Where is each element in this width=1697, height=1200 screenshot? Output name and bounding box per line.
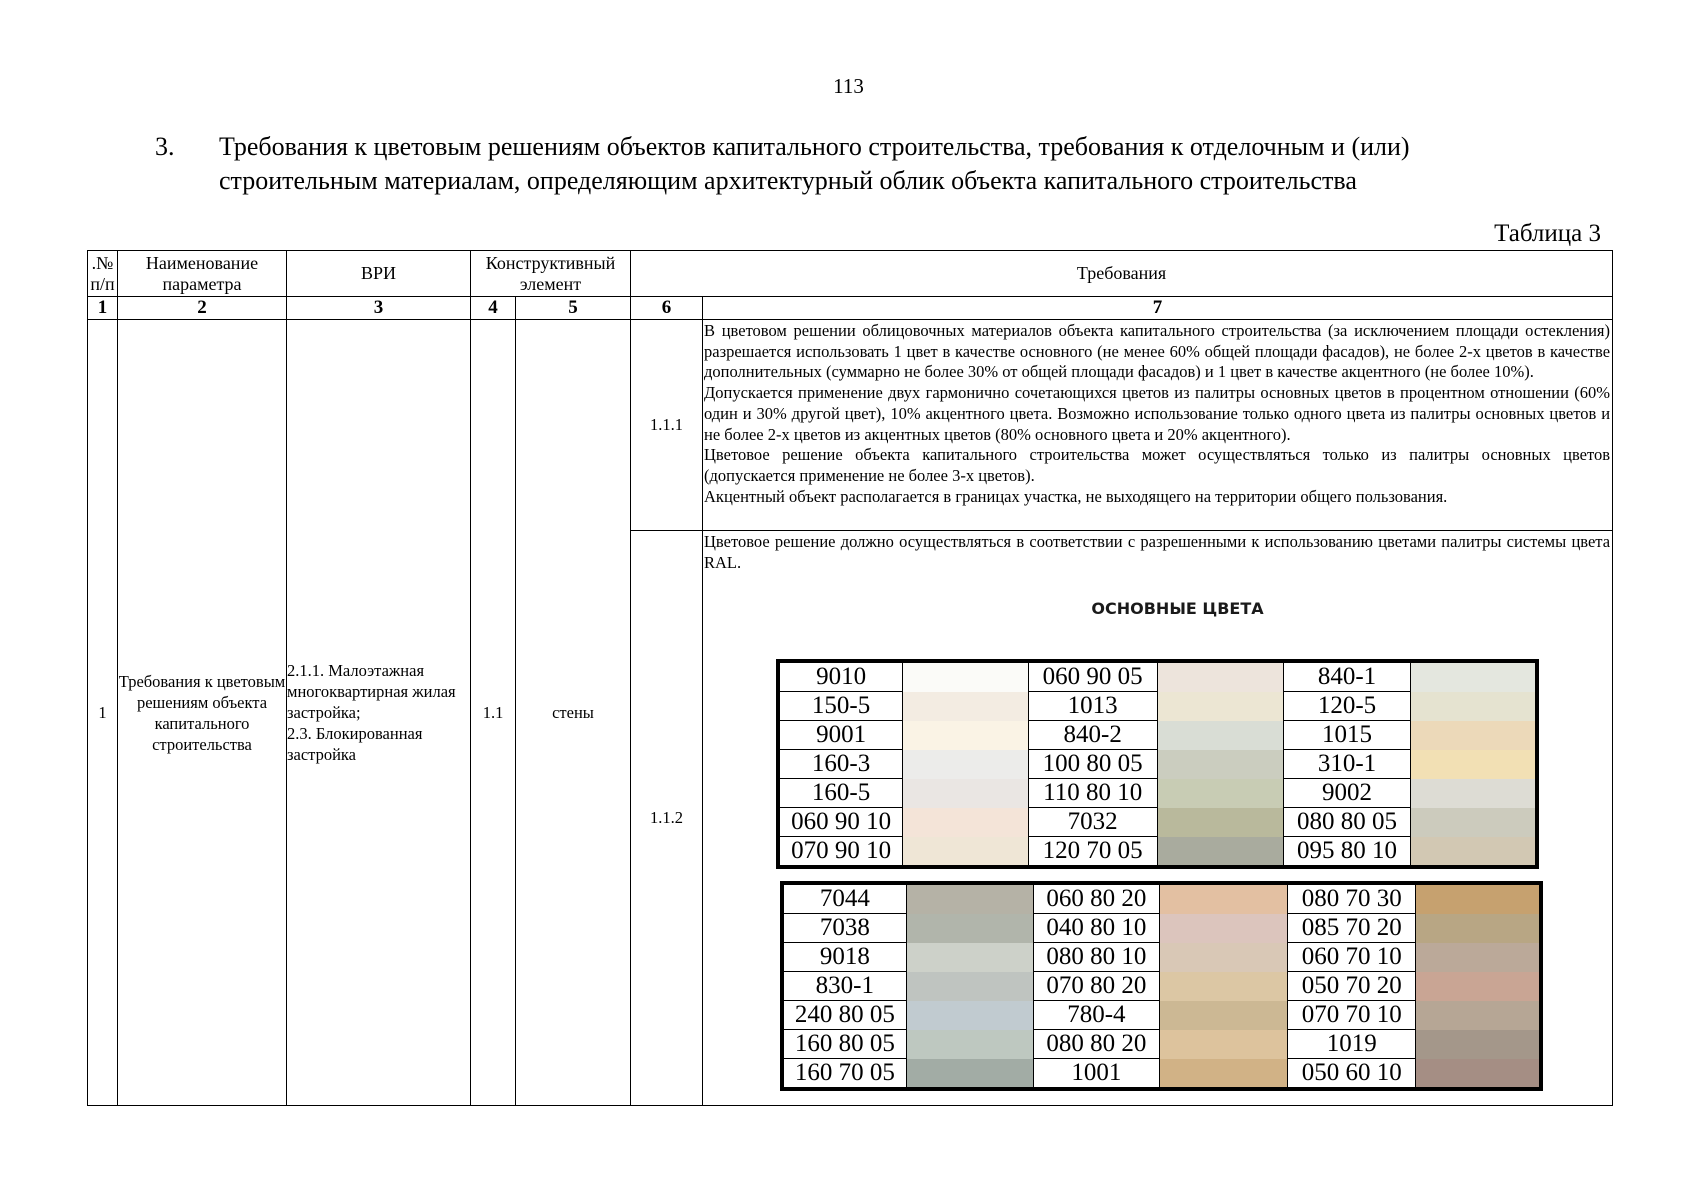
color-swatch xyxy=(1159,1059,1287,1090)
color-swatch xyxy=(1416,1030,1541,1059)
color-code: 840-2 xyxy=(1028,721,1157,750)
color-code: 150-5 xyxy=(778,692,903,721)
palette-row xyxy=(782,1001,1541,1030)
color-code: 7044 xyxy=(782,883,906,914)
color-palette-1 xyxy=(776,659,1539,869)
color-code: 160-5 xyxy=(778,779,903,808)
color-code: 160 80 05 xyxy=(782,1030,906,1059)
color-swatch xyxy=(906,1030,1033,1059)
row-number: 1 xyxy=(88,320,118,1106)
color-swatch xyxy=(1410,661,1537,692)
col-num-7: 7 xyxy=(703,297,1613,320)
requirement-paragraph: Цветовое решение объекта капитального строительства может осуществляться только из палитры основных цветов (допускается применение не более 3-х цветов). xyxy=(704,445,1611,485)
vri-item: 2.3. Блокированная застройка xyxy=(287,724,423,764)
color-code: 095 80 10 xyxy=(1284,837,1411,868)
color-swatch xyxy=(1157,721,1284,750)
color-swatch xyxy=(1416,883,1541,914)
color-swatch xyxy=(1159,1030,1287,1059)
color-palette-2 xyxy=(780,881,1543,1091)
color-code: 060 70 10 xyxy=(1288,943,1416,972)
color-swatch xyxy=(903,779,1029,808)
element-name: стены xyxy=(516,320,631,1106)
palette-row xyxy=(778,750,1537,779)
sub-code-1: 1.1.1 xyxy=(631,320,703,531)
color-swatch xyxy=(1410,750,1537,779)
palette-intro: Цветовое решение должно осуществляться в соответствии с разрешенными к использованию цветами палитры системы цвета RAL. xyxy=(704,532,1611,572)
section-title-line1: Требования к цветовым решениям объектов капитального строительства, требования к отделочным и (или) xyxy=(219,132,1410,161)
color-code: 050 60 10 xyxy=(1288,1059,1416,1090)
color-swatch xyxy=(903,837,1029,868)
requirement-paragraph: Акцентный объект располагается в границах участка, не выходящего на территории общего пользования. xyxy=(704,486,1448,506)
column-number-row xyxy=(88,297,1613,320)
color-swatch xyxy=(1416,943,1541,972)
col-num-6: 6 xyxy=(631,297,703,320)
color-code: 060 90 10 xyxy=(778,808,903,837)
col-num-1: 1 xyxy=(88,297,118,320)
color-code: 160-3 xyxy=(778,750,903,779)
col-num-2: 2 xyxy=(118,297,287,320)
color-code: 840-1 xyxy=(1284,661,1411,692)
section-title xyxy=(155,130,1575,198)
color-swatch xyxy=(903,721,1029,750)
col-num-3: 3 xyxy=(287,297,471,320)
palette-row xyxy=(778,779,1537,808)
color-swatch xyxy=(1157,779,1284,808)
color-code: 040 80 10 xyxy=(1033,914,1159,943)
color-swatch xyxy=(1157,808,1284,837)
header-requirements: Требования xyxy=(631,251,1613,297)
requirements-table xyxy=(87,250,1613,1106)
palette-title: ОСНОВНЫЕ ЦВЕТА xyxy=(1091,599,1264,619)
color-swatch xyxy=(1159,972,1287,1001)
requirement-text-1 xyxy=(703,320,1613,531)
color-code: 240 80 05 xyxy=(782,1001,906,1030)
param-name: Требования к цветовым решениям объекта капитального строительства xyxy=(118,320,287,1106)
color-code: 080 80 10 xyxy=(1033,943,1159,972)
palette-row xyxy=(778,837,1537,868)
color-swatch xyxy=(1410,692,1537,721)
color-swatch xyxy=(1416,972,1541,1001)
header-row xyxy=(88,251,1613,297)
color-code: 1001 xyxy=(1033,1059,1159,1090)
col-num-4: 4 xyxy=(471,297,516,320)
header-element: Конструктивный элемент xyxy=(471,251,631,297)
col-num-5: 5 xyxy=(516,297,631,320)
color-swatch xyxy=(1159,1001,1287,1030)
color-code: 060 90 05 xyxy=(1028,661,1157,692)
palette-row xyxy=(782,1030,1541,1059)
color-code: 9010 xyxy=(778,661,903,692)
palette-row xyxy=(782,914,1541,943)
requirement-paragraph: В цветовом решении облицовочных материалов объекта капитального строительства (за исключением площади остекления) разрешается использовать 1 цвет в качестве основного (не менее 60% общей площади фасадов), не более 2-х цветов в качестве дополнительных (суммарно не более 30% от общей площади фасадов) и 1 цвет в качестве акцентного (не более 10%). xyxy=(704,321,1611,382)
header-vri: ВРИ xyxy=(287,251,471,297)
color-code: 1015 xyxy=(1284,721,1411,750)
palette-row xyxy=(782,883,1541,914)
page-number: 113 xyxy=(833,74,864,98)
color-code: 780-4 xyxy=(1033,1001,1159,1030)
color-swatch xyxy=(903,692,1029,721)
color-code: 9002 xyxy=(1284,779,1411,808)
header-num: .№ п/п xyxy=(88,251,118,297)
vri-item: 2.1.1. Малоэтажная многоквартирная жилая застройка; xyxy=(287,661,456,722)
color-code: 310-1 xyxy=(1284,750,1411,779)
color-code: 080 80 05 xyxy=(1284,808,1411,837)
color-swatch xyxy=(1410,779,1537,808)
color-swatch xyxy=(903,661,1029,692)
vri-cell xyxy=(287,320,471,1106)
color-code: 1019 xyxy=(1288,1030,1416,1059)
color-swatch xyxy=(906,1001,1033,1030)
color-swatch xyxy=(906,883,1033,914)
color-swatch xyxy=(903,750,1029,779)
table-label: Таблица 3 xyxy=(1494,220,1601,247)
color-code: 830-1 xyxy=(782,972,906,1001)
element-code: 1.1 xyxy=(471,320,516,1106)
color-swatch xyxy=(1416,1059,1541,1090)
palette-row xyxy=(782,943,1541,972)
section-number: 3. xyxy=(155,132,175,161)
palette-cell xyxy=(703,531,1613,1106)
color-swatch xyxy=(1159,914,1287,943)
color-code: 070 70 10 xyxy=(1288,1001,1416,1030)
color-code: 120 70 05 xyxy=(1028,837,1157,868)
color-code: 060 80 20 xyxy=(1033,883,1159,914)
color-swatch xyxy=(1159,943,1287,972)
color-code: 1013 xyxy=(1028,692,1157,721)
color-code: 085 70 20 xyxy=(1288,914,1416,943)
color-code: 080 80 20 xyxy=(1033,1030,1159,1059)
palette-row xyxy=(778,692,1537,721)
color-code: 050 70 20 xyxy=(1288,972,1416,1001)
color-swatch xyxy=(906,914,1033,943)
color-code: 100 80 05 xyxy=(1028,750,1157,779)
color-swatch xyxy=(1410,837,1537,868)
color-code: 120-5 xyxy=(1284,692,1411,721)
color-swatch xyxy=(1157,750,1284,779)
color-code: 7032 xyxy=(1028,808,1157,837)
color-swatch xyxy=(1410,808,1537,837)
color-code: 9001 xyxy=(778,721,903,750)
color-swatch xyxy=(1157,692,1284,721)
palette-row xyxy=(778,661,1537,692)
color-code: 080 70 30 xyxy=(1288,883,1416,914)
palette-row xyxy=(778,721,1537,750)
color-code: 070 80 20 xyxy=(1033,972,1159,1001)
color-swatch xyxy=(903,808,1029,837)
table-row xyxy=(88,320,1613,531)
color-swatch xyxy=(906,1059,1033,1090)
requirement-paragraph: Допускается применение двух гармонично сочетающихся цветов из палитры основных цветов в процентном отношении (60% один и 30% другой цвет), 10% акцентного цвета. Возможно использование только одного цвета из палитры основных цветов и не более 2-х цветов из акцентных цветов (80% основного цвета и 20% акцентного). xyxy=(704,383,1611,444)
palette-row xyxy=(782,972,1541,1001)
palette-row xyxy=(782,1059,1541,1090)
color-swatch xyxy=(1410,721,1537,750)
color-code: 160 70 05 xyxy=(782,1059,906,1090)
color-code: 070 90 10 xyxy=(778,837,903,868)
sub-code-2: 1.1.2 xyxy=(631,531,703,1106)
section-title-line2: строительным материалам, определяющим архитектурный облик объекта капитального строительства xyxy=(219,166,1357,195)
color-swatch xyxy=(906,972,1033,1001)
color-swatch xyxy=(1416,914,1541,943)
color-code: 9018 xyxy=(782,943,906,972)
color-swatch xyxy=(1159,883,1287,914)
color-code: 110 80 10 xyxy=(1028,779,1157,808)
color-swatch xyxy=(1416,1001,1541,1030)
color-code: 7038 xyxy=(782,914,906,943)
color-swatch xyxy=(906,943,1033,972)
header-param: Наименование параметра xyxy=(118,251,287,297)
color-swatch xyxy=(1157,837,1284,868)
palette-row xyxy=(778,808,1537,837)
color-swatch xyxy=(1157,661,1284,692)
